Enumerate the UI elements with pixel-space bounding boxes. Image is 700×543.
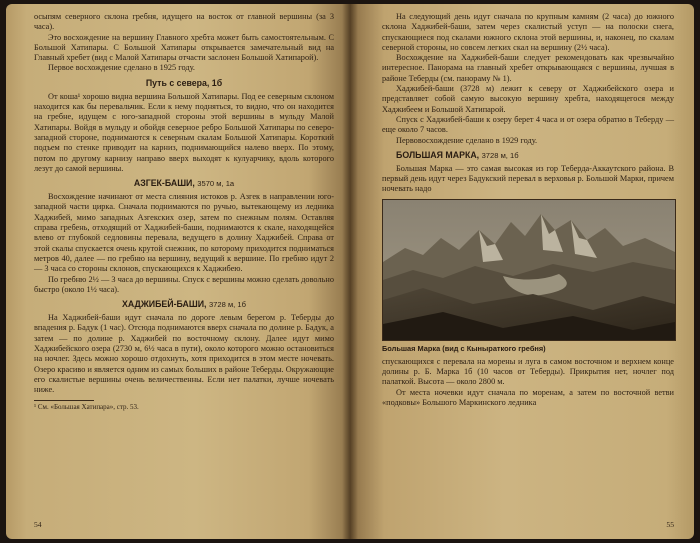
book-gutter	[342, 4, 358, 539]
section-meta: 3570 м, 1а	[197, 179, 235, 189]
paragraph: Восхождение начинают от места слияния истоков р. Азгек в направлении юго-западной части цирка. Сначала поднимаются по ручью, вытекающему из ледника Хаджибей, мимо западных Азгекских озер, затем по снежным полям. Оставляя справа гребень, отходящий от Хаджибей-баши, поднимаются к скале, находящейся влево от глубокой седловины перевала, ведущего в долину Хаджибей. Справа от этой скалы спускается очень крутой снежник, по которому приходится подниматься метров 40, далее — по гребню на вершину, ведущий к вершине. По гребню идут 2 — 3 часа со стороны склонов, спускающихся к Хаджибею.	[34, 192, 334, 274]
paragraph: На Хаджибей-баши идут сначала по дороге левым берегом р. Теберды до впадения р. Бадук (1 час). Отсюда поднимаются вверх сначала по долине р. Бадук, а затем — по долине р. Хаджибей по восточному склону. Далее идут мимо Хаджибейского озера (2730 м, 6½ часа в пути), около которого можно остановиться на ночлег. Здесь можно хорошо отдохнуть, хотя приходится в этом месте ночевать. Озеро красиво и является одним из самых больших в районе Теберды. Окружающие его скалистые вершины очень величественны. Если нет палатки, лучше ночевать ниже.	[34, 313, 334, 395]
page-number: 55	[666, 520, 674, 529]
paragraph: Восхождение на Хаджибей-баши следует рекомендовать как чрезвычайно интересное. Панорама на главный хребет открывающаяся с вершины, лучшая в районе Теберды (см. панораму № 1).	[382, 53, 674, 83]
paragraph: От места ночевки идут сначала по моренам, а затем по восточной ветви «подковы» Большого Маркинского ледника	[382, 387, 674, 407]
mountain-photo-image	[383, 200, 675, 340]
section-title: БОЛЬШАЯ МАРКА,	[396, 149, 480, 160]
footnote: ¹ См. «Большая Хатипара», стр. 53.	[34, 402, 139, 411]
paragraph: По гребню 2½ — 3 часа до вершины. Спуск с вершины можно сделать довольно быстро (около 1½ часа).	[34, 274, 334, 294]
left-page	[6, 4, 350, 539]
right-page-text	[382, 12, 674, 408]
paragraph: Первое восхождение сделано в 1925 году.	[48, 63, 195, 73]
paragraph: Большая Марка — это самая высокая из гор Теберда-Аккаутского района. В первый день идут через Бадукский перевал в верховья р. Большой Марки, причем ночевать надо	[382, 163, 674, 194]
paragraph: осыпям северного склона гребня, идущего на восток от главной вершины (за 3 часа).	[34, 12, 334, 32]
section-meta: 3728 м, 1б	[208, 300, 246, 310]
paragraph: На следующий день идут сначала по крупным камням (2 часа) до южного склона Хаджибей-баши, затем через скалистый уступ — на полоски снега, спускающиеся под скалами южного склона этой вершины, и, наконец, по скалам северной стороны, но совсем легких скал на вершину (2½ часа).	[382, 12, 674, 52]
photo-caption: Большая Марка (вид с Кыныраткого гребня)	[382, 343, 546, 353]
section-heading	[34, 299, 334, 310]
section-title: ХАДЖИБЕЙ-БАШИ,	[122, 299, 207, 310]
book-spread	[6, 4, 694, 539]
paragraph: От коша¹ хорошо видна вершина Большой Хатипары. Под ее северным склоном находится как бы перевальчик. Если к нему подняться, то видно, что он находится на гребне, идущем с юго-западной стороны этой вершины в мульду Малой Хатипары. Войдя в мульду и обойдя северное ребро Большой Хатипары по северо-западной стороне, поднимаются к северным скалам Большой Хатипары. Короткий подъем по стенке приводит на карниз, поднимающийся налево вверх. По этому, потом по другому карнизу направо вверх выходят к кулуарчику, вдоль которого лезут до самой вершины.	[34, 91, 334, 173]
page-number: 54	[34, 520, 42, 529]
footnote-divider	[34, 400, 94, 401]
paragraph: Это восхождение на вершину Главного хребта может быть самостоятельным. С Большой Хатипары. С Большой Хатипары открывается замечательный вид на Главный хребет (вид с Малой Хатипары отчасти заслонен Большой Хатипарой).	[34, 32, 334, 63]
paragraph: Спуск с Хаджибей-баши к озеру берет 4 часа и от озера обратно в Теберду — еще около 7 часов.	[382, 114, 674, 135]
section-heading	[34, 78, 334, 89]
section-meta: 3728 м, 1б	[481, 150, 519, 160]
left-page-text	[34, 12, 334, 412]
section-heading	[382, 150, 674, 161]
section-heading	[34, 178, 334, 189]
mountain-photo	[382, 199, 676, 341]
paragraph: спускающихся с перевала на морены и луга в самом восточном и верхнем конце долины р. Б. Марка 1б (10 часов от Теберды). Прикрытия нет, ночлег под палаткой. Высота — около 2800 м.	[382, 356, 674, 387]
paragraph: Хаджибей-баши (3728 м) лежит к северу от Хаджибейского озера и представляет собой самую высокую вершину хребта, находящегося между Хаджибеем и Большой Хатипарой.	[382, 84, 674, 114]
paragraph: Первовосхождение сделано в 1929 году.	[396, 135, 538, 145]
section-title: АЗГЕК-БАШИ,	[133, 178, 195, 189]
right-page	[350, 4, 694, 539]
section-title: Путь с севера, 1б	[145, 77, 223, 88]
